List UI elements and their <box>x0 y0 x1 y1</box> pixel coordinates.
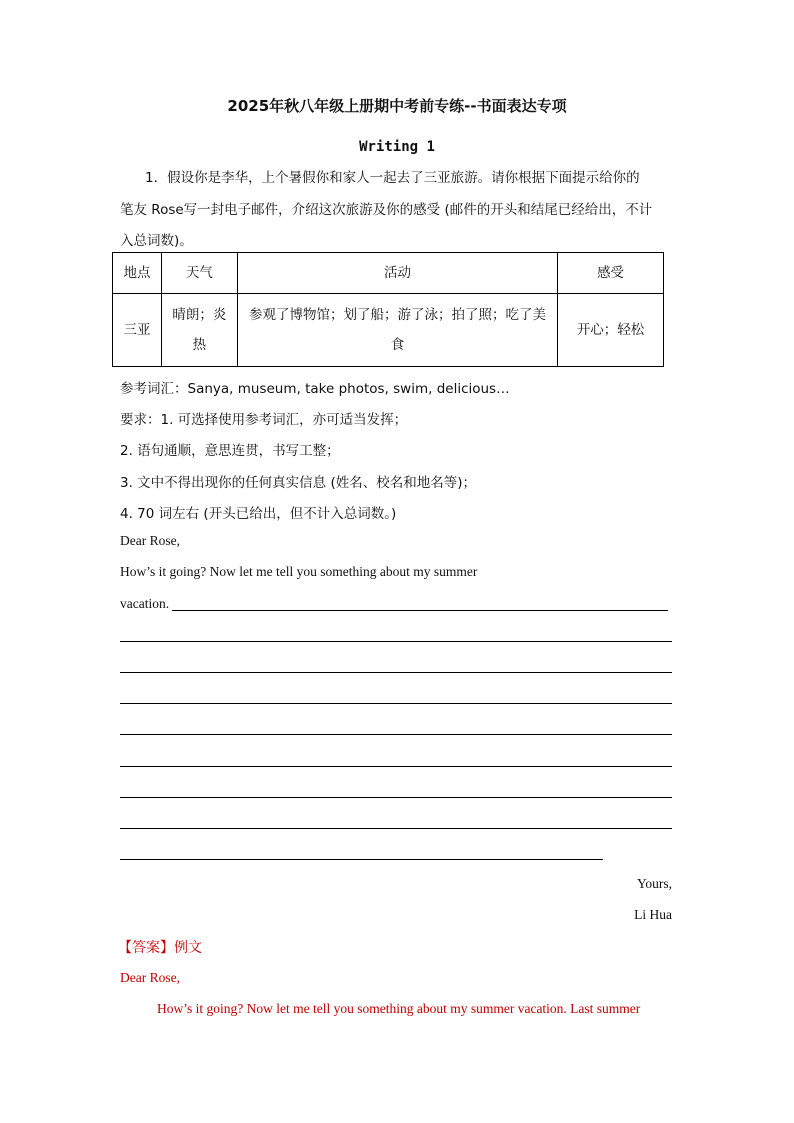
requirement-2: 2. 语句通顺，意思连贯，书写工整； <box>120 443 340 459</box>
letter-line-2: vacation. <box>120 596 170 611</box>
cell-weather <box>161 294 237 367</box>
vocab-hint: 参考词汇：Sanya, museum, take photos, swim, delicious… <box>120 381 510 397</box>
cell-place: 三亚 <box>113 294 162 367</box>
table-header-row <box>113 253 664 294</box>
cell-activity <box>237 294 557 367</box>
writing-line[interactable] <box>120 703 672 704</box>
cell-feeling: 开心；轻松 <box>558 294 664 367</box>
answer-greeting: Dear Rose, <box>120 970 180 985</box>
writing-line[interactable] <box>120 641 672 642</box>
requirement-1: 要求：1. 可选择使用参考词汇，亦可适当发挥； <box>120 412 408 428</box>
requirement-4: 4. 70 词左右 (开头已给出，但不计入总词数。) <box>120 506 397 522</box>
letter-greeting: Dear Rose, <box>120 533 180 548</box>
prompt-line-3: 入总词数)。 <box>120 233 193 249</box>
writing-line[interactable] <box>120 734 672 735</box>
header-feeling: 感受 <box>558 253 664 294</box>
header-place: 地点 <box>113 253 162 294</box>
cell-activity-line-2: 食 <box>390 337 405 353</box>
cell-activity-line-1: 参观了博物馆；划了船；游了泳；拍了照；吃了美 <box>248 307 546 323</box>
letter-closing: Yours, <box>636 876 672 891</box>
cell-weather-line-2: 热 <box>192 337 207 353</box>
answer-label-suffix: 例文 <box>174 940 202 956</box>
prompt-line-2: 笔友 Rose写一封电子邮件，介绍这次旅游及你的感受 (邮件的开头和结尾已经给出，不计 <box>120 202 653 218</box>
cell-weather-line-1: 晴朗；炎 <box>172 307 227 323</box>
writing-line[interactable] <box>120 672 672 673</box>
writing-line[interactable] <box>172 610 668 611</box>
prompt-line-1: 1．假设你是李华，上个暑假你和家人一起去了三亚旅游。请你根据下面提示给你的 <box>145 170 640 186</box>
info-table <box>112 252 664 367</box>
answer-heading <box>118 937 202 957</box>
table-row <box>113 294 664 367</box>
page-title: 2025年秋八年级上册期中考前专练--书面表达专项 <box>227 97 567 115</box>
writing-line[interactable] <box>120 859 603 860</box>
header-weather: 天气 <box>161 253 237 294</box>
writing-line[interactable] <box>120 797 672 798</box>
writing-line[interactable] <box>120 828 672 829</box>
section-subtitle: Writing 1 <box>359 139 435 155</box>
requirement-3: 3. 文中不得出现你的任何真实信息 (姓名、校名和地名等)； <box>120 475 476 491</box>
letter-line-1: How’s it going? Now let me tell you something about my summer <box>120 564 478 579</box>
answer-body-line: How’s it going? Now let me tell you something about my summer vacation. Last summer <box>157 1001 641 1016</box>
answer-label: 【答案】 <box>118 940 174 956</box>
letter-signature: Li Hua <box>634 907 672 922</box>
writing-line[interactable] <box>120 766 672 767</box>
header-activity: 活动 <box>237 253 557 294</box>
